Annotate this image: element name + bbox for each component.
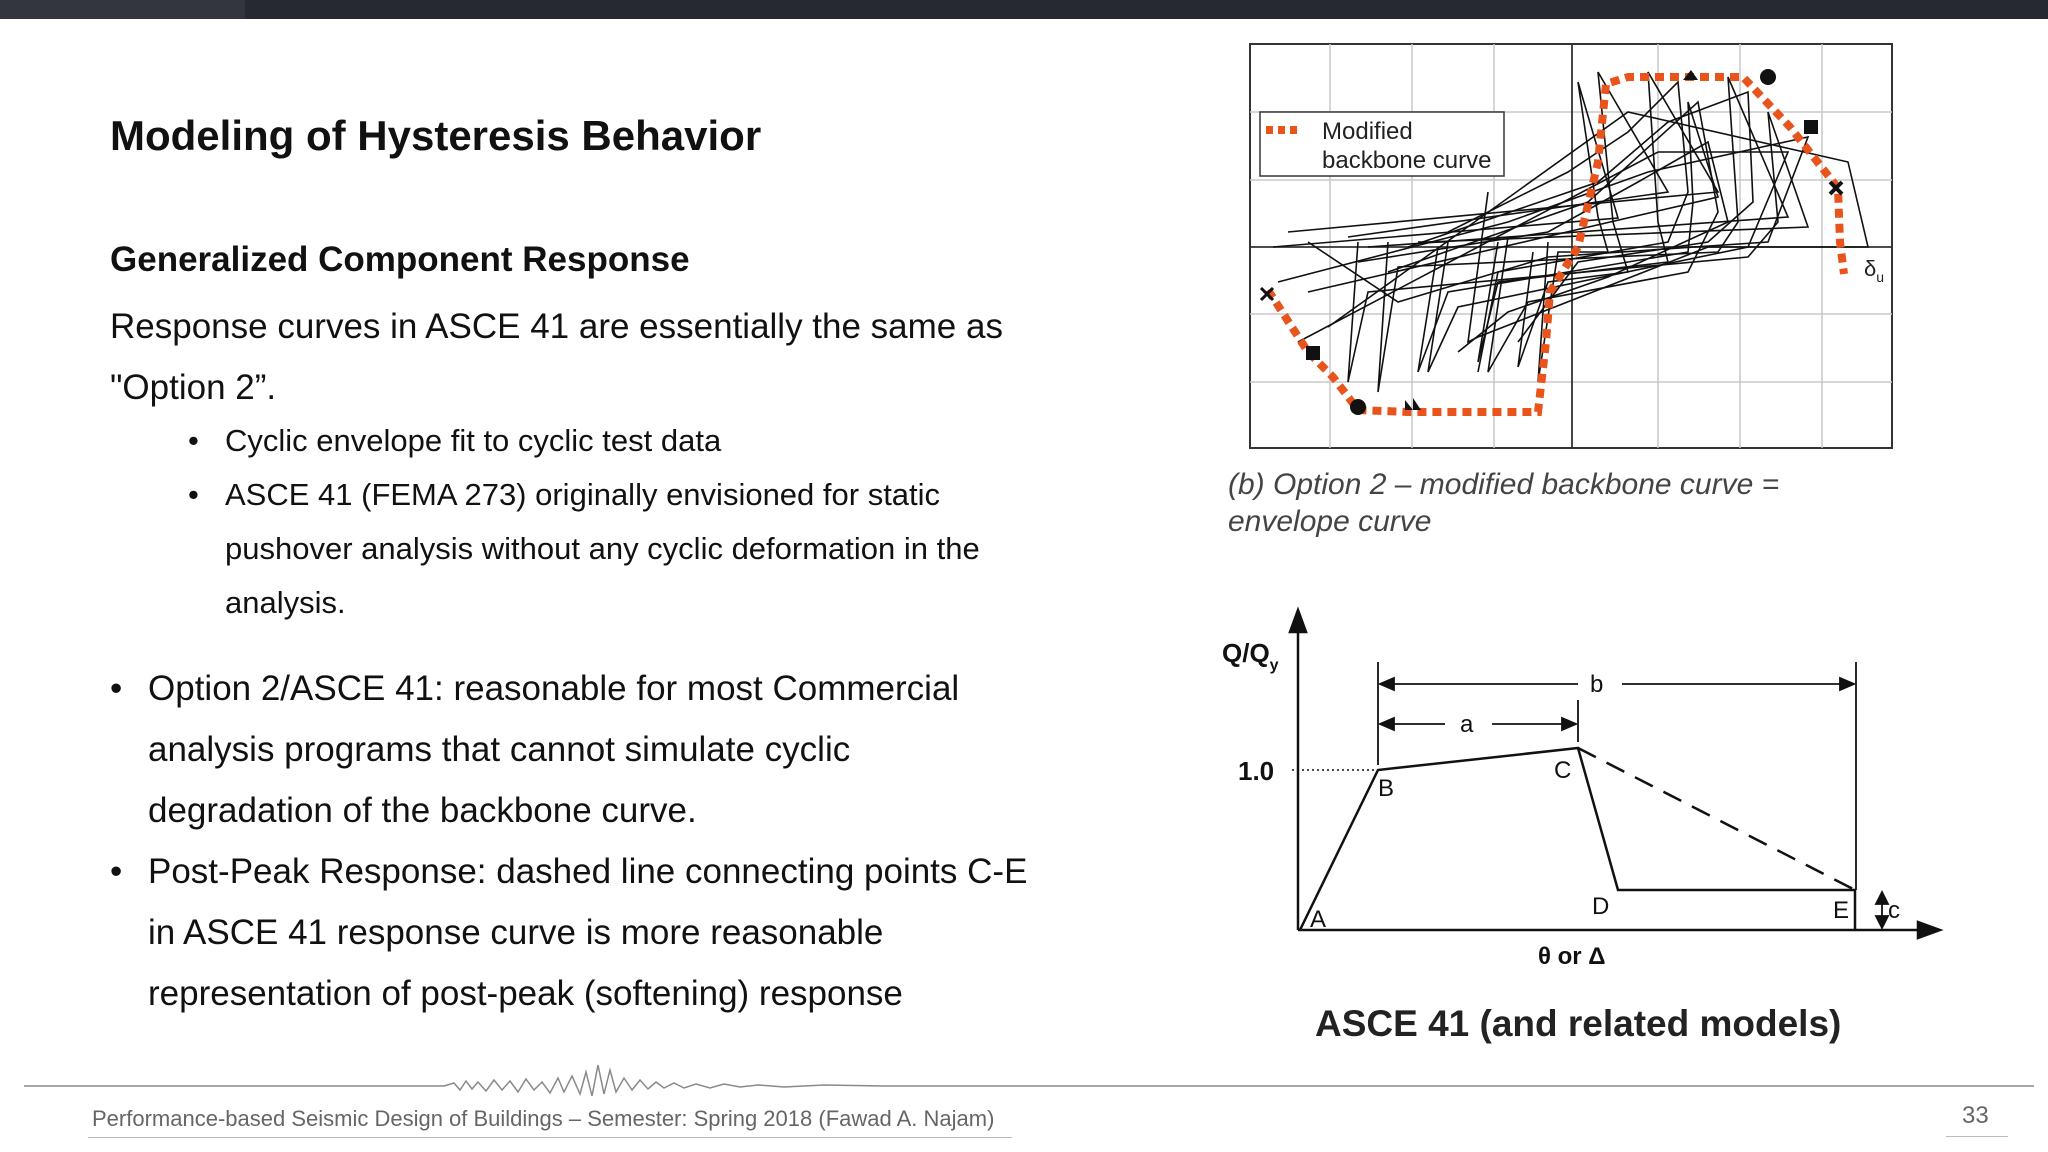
point-c-label: C xyxy=(1554,757,1572,784)
x-axis-label: θ or Δ xyxy=(1538,943,1606,970)
asce-labels xyxy=(1222,638,1900,970)
hysteresis-caption-line1: (b) Option 2 – modified backbone curve = xyxy=(1228,468,1780,501)
page-number-underline xyxy=(1946,1136,2008,1137)
dimension-b-label: b xyxy=(1590,671,1604,698)
legend-label-line2: backbone curve xyxy=(1322,147,1492,174)
dimension-c-label: c xyxy=(1888,897,1900,924)
delta-u-label: $\delta_u$ xyxy=(1864,256,1885,285)
bullet-item: • Post-Peak Response: dashed line connecting points C-E in ASCE 41 response curve is more reasonable representation of post-peak (softening) response xyxy=(110,841,1030,1024)
legend xyxy=(1260,112,1504,176)
seismic-wave-line xyxy=(24,1060,2034,1100)
bullet-item: • Option 2/ASCE 41: reasonable for most Commercial analysis programs that cannot simulate cyclic degradation of the backbone curve. xyxy=(110,658,1030,841)
sub-bullet-item: • Cyclic envelope fit to cyclic test data xyxy=(188,414,988,468)
footer-text: Performance-based Seismic Design of Buildings – Semester: Spring 2018 (Fawad A. Najam) xyxy=(92,1106,995,1131)
hysteresis-caption-line2: envelope curve xyxy=(1228,505,1432,538)
post-peak-dashed-line xyxy=(1578,748,1855,890)
y-tick-label: 1.0 xyxy=(1238,756,1275,786)
asce41-figure xyxy=(1210,600,1950,990)
asce41-caption: ASCE 41 (and related models) xyxy=(1315,1003,1842,1044)
sub-bullet-item: • ASCE 41 (FEMA 273) originally envisioned for static pushover analysis without any cyclic deformation in the analysis. xyxy=(188,468,988,630)
legend-label-line1: Modified xyxy=(1322,118,1413,145)
top-bar xyxy=(0,0,2048,19)
dimension-lines xyxy=(1378,662,1888,928)
bullet-list xyxy=(110,658,1030,1024)
hysteresis-caption xyxy=(1228,466,1779,540)
footer-underline xyxy=(88,1137,1012,1138)
hysteresis-figure xyxy=(1248,42,1896,454)
point-b-label: B xyxy=(1378,775,1395,802)
slide-title: Modeling of Hysteresis Behavior xyxy=(110,112,762,159)
y-axis-label: $Q/Q_y$ xyxy=(1222,638,1279,674)
top-bar-segment xyxy=(0,0,245,19)
page-number: 33 xyxy=(1962,1102,1989,1129)
point-d-label: D xyxy=(1592,893,1610,920)
intro-paragraph: Response curves in ASCE 41 are essentially the same as "Option 2”. xyxy=(110,307,1003,407)
dimension-a-label: a xyxy=(1460,711,1474,738)
point-e-label: E xyxy=(1833,897,1850,924)
section-subheading: Generalized Component Response xyxy=(110,240,690,279)
sub-bullet-list xyxy=(188,414,988,630)
plot-frame xyxy=(1250,44,1892,448)
point-a-label: A xyxy=(1310,906,1327,933)
